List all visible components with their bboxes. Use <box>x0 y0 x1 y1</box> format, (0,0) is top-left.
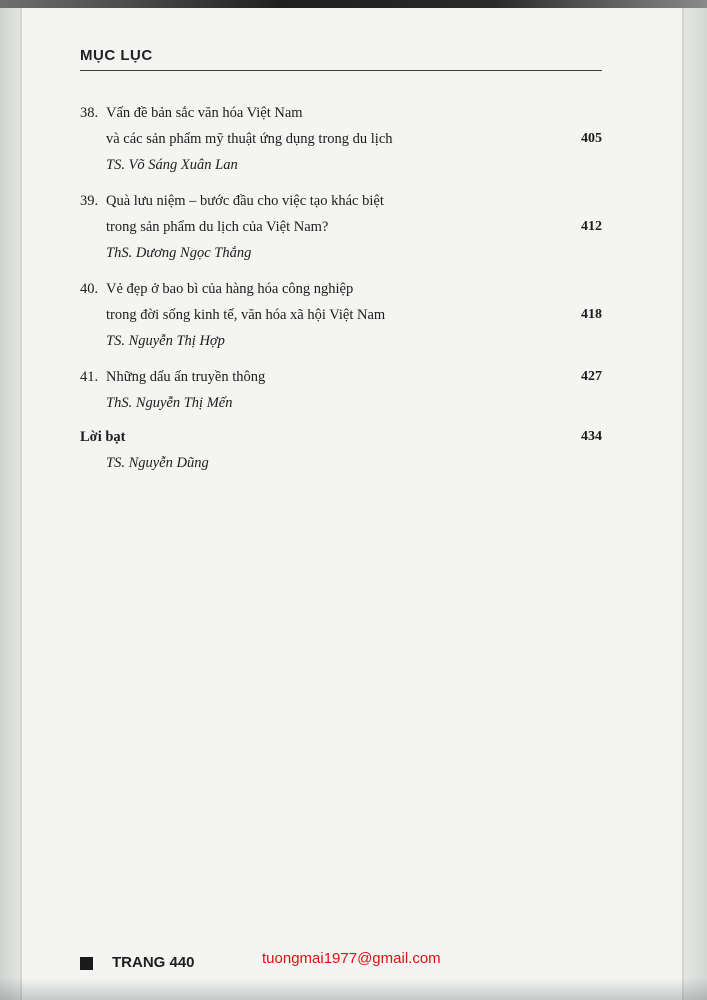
toc-entry-title: Những dấu ấn truyền thông <box>106 369 266 385</box>
toc-entry-page: 427 <box>581 369 602 384</box>
toc-entry-author: TS. Nguyễn Dũng <box>106 455 209 471</box>
scan-left-edge <box>0 0 24 1000</box>
toc-entry-title-line <box>80 214 602 240</box>
toc-entry-afterword[interactable] <box>80 424 602 476</box>
toc-entry-title-line <box>80 126 602 152</box>
toc-entry-title-line <box>80 364 602 390</box>
toc-entry-40[interactable] <box>80 276 602 354</box>
scan-top-edge <box>0 0 707 8</box>
toc-entry-page: 412 <box>581 219 602 234</box>
toc-entry-title: Quà lưu niệm – bước đầu cho việc tạo khác biệt <box>106 193 384 209</box>
toc-entry-page: 418 <box>581 307 602 322</box>
toc-entry-38[interactable] <box>80 100 602 178</box>
toc-entry-title-line <box>80 188 602 214</box>
toc-entry-39[interactable] <box>80 188 602 266</box>
toc-entry-number: 39. <box>80 193 99 209</box>
toc-entry-title: Vẻ đẹp ở bao bì của hàng hóa công nghiệp <box>106 281 354 297</box>
toc-entry-title: Vấn đề bản sắc văn hóa Việt Nam <box>106 105 303 121</box>
toc-entry-author: ThS. Dương Ngọc Thắng <box>106 245 252 261</box>
toc-entry-title: và các sản phẩm mỹ thuật ứng dụng trong du lịch <box>106 131 393 147</box>
header-rule <box>80 70 602 71</box>
toc-entry-page: 434 <box>581 429 602 444</box>
page-title: MỤC LỤC <box>80 47 153 64</box>
footer-page-number: TRANG 440 <box>112 954 195 971</box>
toc-entry-title-line <box>80 100 602 126</box>
toc-entry-title: Lời bạt <box>80 429 126 445</box>
table-of-contents <box>80 100 602 476</box>
toc-entry-number: 41. <box>80 369 99 385</box>
footer-square-marker <box>80 957 93 970</box>
toc-entry-title: trong sản phẩm du lịch của Việt Nam? <box>106 219 329 235</box>
toc-entry-title-line <box>80 276 602 302</box>
toc-entry-author: ThS. Nguyễn Thị Mến <box>106 395 233 411</box>
toc-entry-title-line <box>80 424 602 450</box>
footer-email-watermark: tuongmai1977@gmail.com <box>262 950 441 967</box>
toc-entry-title-line <box>80 302 602 328</box>
scan-bottom-shadow <box>0 978 707 1000</box>
toc-entry-41[interactable] <box>80 364 602 416</box>
toc-entry-number: 40. <box>80 281 99 297</box>
toc-entry-author: TS. Võ Sáng Xuân Lan <box>106 157 238 173</box>
toc-entry-title: trong đời sống kinh tế, văn hóa xã hội Việt Nam <box>106 307 386 323</box>
toc-entry-author: TS. Nguyễn Thị Hợp <box>106 333 225 349</box>
toc-entry-number: 38. <box>80 105 99 121</box>
toc-entry-page: 405 <box>581 131 602 146</box>
